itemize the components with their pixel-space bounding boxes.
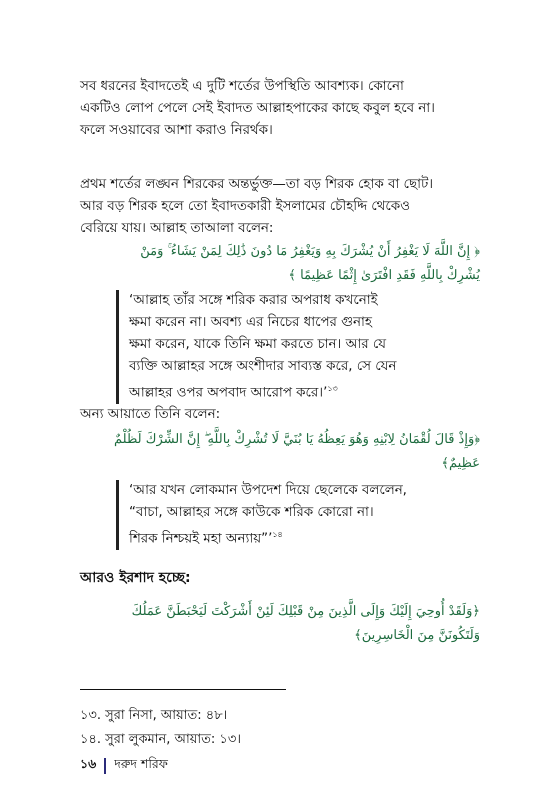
paragraph-1 <box>80 76 482 142</box>
page-number: ১৬ <box>80 756 97 771</box>
section-heading: আরও ইরশাদ হচ্ছে: <box>80 570 191 586</box>
arabic-line: وَلَتَكُونَنَّ مِنَ الْخَاسِرِينَ﴾ <box>354 628 480 643</box>
quote-line: “বাচা, আল্লাহর সঙ্গে কাউকে শরিক কোরো না। <box>129 505 374 520</box>
text-line: আর বড় শিরক হলে তো ইবাদতকারী ইসলামের চৌহদ্দি থেকেও <box>80 199 410 214</box>
page-footer <box>80 756 168 776</box>
footnote-14: ১৪. সুরা লুকমান, আয়াত: ১৩। <box>80 732 241 747</box>
quote-line: ‘আল্লাহ তাঁর সঙ্গে শরিক করার অপরাধ কখনোই <box>129 293 378 308</box>
text-line: প্রথম শর্তের লঙ্ঘন শিরকের অন্তর্ভুক্ত—তা বড় শিরক হোক বা ছোট। <box>80 177 434 192</box>
intro-line <box>80 404 482 426</box>
footer-divider <box>104 758 106 774</box>
arabic-verse-3 <box>80 600 480 648</box>
arabic-line: عَظِيمٌ﴾ <box>441 456 480 471</box>
translation-quote-2 <box>116 480 495 550</box>
quote-line: ক্ষমা করেন, যাকে তিনি ক্ষমা করতে চান। আর যে <box>129 337 386 352</box>
arabic-verse-1 <box>80 240 480 288</box>
text-line: সব ধরনের ইবাদতেই এ দুটি শর্তের উপস্থিতি আবশ্যক। কোনো <box>80 79 404 94</box>
arabic-line: ﴿وَلَقَدْ أُوحِيَ إِلَيْكَ وَإِلَى الَّذِينَ مِنْ قَبْلِكَ لَئِنْ أَشْرَكْتَ لَيَحْبَطَنَّ عَمَلُكَ <box>131 604 480 619</box>
quote-line: ‘আর যখন লোকমান উপদেশ দিয়ে ছেলেকে বললেন, <box>129 483 407 498</box>
translation-quote-1 <box>116 290 495 404</box>
text-line: একটিও লোপ পেলে সেই ইবাদত আল্লাহপাকের কাছে কবুল হবে না। <box>80 101 435 116</box>
quote-line: ক্ষমা করেন না। অবশ্য এর নিচের ধাপের গুনাহ <box>129 315 372 330</box>
paragraph-2 <box>80 174 482 240</box>
quote-line <box>129 524 495 550</box>
arabic-line: يُشْرِكْ بِاللَّهِ فَقَدِ افْتَرَىٰ إِثْمًا عَظِيمًا ﴾ <box>288 268 480 283</box>
quote-text: আল্লাহর ওপর অপবাদ আরোপ করে।’ <box>129 385 328 401</box>
footnote-ref[interactable]: ১৩ <box>327 384 338 393</box>
quote-line: ব্যক্তি আল্লাহর সঙ্গে অংশীদার সাব্যস্ত করে, সে যেন <box>129 359 397 374</box>
footnote-divider <box>80 689 286 690</box>
footnote-ref[interactable]: ১৪ <box>272 530 283 539</box>
text-line: অন্য আয়াতে তিনি বলেন: <box>80 407 221 422</box>
text-line: বেরিয়ে যায়। আল্লাহ তাআলা বলেন: <box>80 221 274 236</box>
arabic-line: ﴿وَإِذْ قَالَ لُقْمَانُ لِابْنِهِ وَهُوَ يَعِظُهُ يَا بُنَيَّ لَا تُشْرِكْ بِاللَّهِ ۖ إِنَّ الشِّرْكَ لَظُلْمٌ <box>114 432 480 447</box>
footnote-13: ১৩. সুরা নিসা, আয়াত: ৪৮। <box>80 708 228 723</box>
quote-text: শিরক নিশ্চয়ই মহা অন্যায়”’ <box>129 531 273 547</box>
quote-line <box>129 378 495 404</box>
running-title: দরুদ শরিফ <box>114 756 168 771</box>
arabic-verse-2 <box>80 428 480 476</box>
arabic-line: ﴿ إِنَّ اللَّهَ لَا يَغْفِرُ أَنْ يُشْرَكَ بِهِ وَيَغْفِرُ مَا دُونَ ذَٰلِكَ لِمَنْ يَشَاءُ ۚ وَمَنْ <box>140 244 480 259</box>
text-line: ফলে সওয়াবের আশা করাও নিরর্থক। <box>80 123 273 138</box>
